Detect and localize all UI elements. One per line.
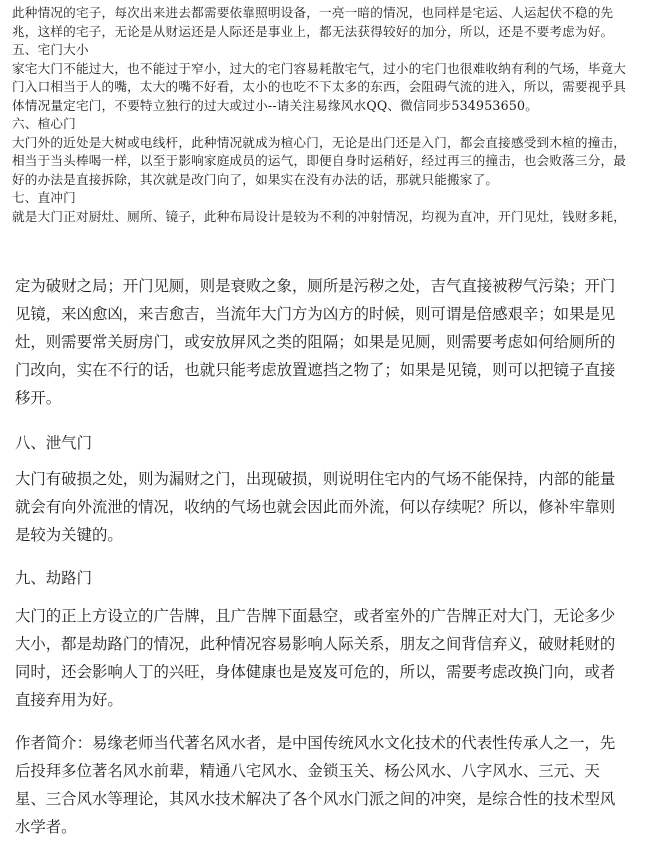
text-line: 星、三合风水等理论，其风水技术解决了各个风水门派之间的冲突，是综合性的技术型风 [15, 790, 616, 808]
text-line: 同时，还会影响人丁的兴旺，身体健康也是岌岌可危的，所以，需要考虑改换门向，或者 [15, 663, 616, 681]
scan-heading-direct-gate: 七、直冲门 [12, 190, 76, 205]
text-line: 定为破财之局；开门见厕，则是衰败之象，厕所是污秽之处，吉气直接被秽气污染；开门 [15, 277, 616, 295]
heading-robbery-gate: 九、劫路门 [15, 569, 92, 587]
scan-line: 大门外的近处是大树或电线杆，此种情况就成为楦心门，无论是出门还是入门，都会直接感受到木楦的撞击， [12, 134, 627, 150]
text-line: 是较为关键的。 [15, 526, 123, 544]
scan-heading-wedge-gate: 六、楦心门 [12, 116, 76, 131]
text-line: 移开。 [15, 389, 62, 407]
scan-line: 家宅大门不能过大，也不能过于窄小，过大的宅门容易耗散宅气，过小的宅门也很难收纳有利的气场，毕竟大 [12, 60, 627, 76]
paragraph-direct-gate-continued [15, 272, 645, 412]
paragraph-leaking-gate [15, 465, 615, 549]
text-line: 见镜，来凶愈凶，来吉愈吉，当流年大门方为凶方的时候，则可谓是倍感艰辛；如果是见 [15, 305, 616, 323]
text-line: 水学者。 [15, 818, 77, 836]
scan-heading-gate-size: 五、宅门大小 [12, 42, 89, 57]
text-line: 作者简介：易缘老师当代著名风水者，是中国传统风水文化技术的代表性传承人之一，先 [15, 734, 616, 752]
scan-line: 就是大门正对厨灶、厕所、镜子，此种布局设计是较为不利的冲射情况，均视为直冲，开门见灶，钱财多耗， [12, 208, 627, 224]
text-line: 直接弃用为好。 [15, 691, 123, 709]
text-line: 就会有向外流泄的情况，收纳的气场也就会因此而外流，何以存续呢？所以，修补牢靠则 [15, 498, 616, 516]
text-line: 灶，则需要常关厨房门，或安放屏风之类的阻隔；如果是见厕，则需要考虑如何给厕所的 [15, 333, 616, 351]
text-line: 后投拜多位著名风水前辈，精通八宅风水、金锁玉关、杨公风水、八字风水、三元、天 [15, 762, 600, 780]
heading-leaking-gate: 八、泄气门 [15, 434, 92, 452]
paragraph-robbery-gate [15, 602, 615, 714]
article-body [15, 272, 645, 836]
text-line: 门改向，实在不行的话，也就只能考虑放置遮挡之物了；如果是见镜，则可以把镜子直接 [15, 361, 616, 379]
text-line: 大门的正上方设立的广告牌，且广告牌下面悬空，或者室外的广告牌正对大门，无论多少 [15, 607, 616, 625]
text-line: 大小，都是劫路门的情况，此种情况容易影响人际关系，朋友之间背信弃义，破财耗财的 [15, 635, 616, 653]
scan-line: 门入口相当于人的嘴，太大的嘴不好看，太小的也吃不下太多的东西，会阻碍气流的进入，所以，需要视乎具 [12, 79, 627, 94]
scan-line: 兆，这样的宅子，无论是从财运还是人际还是事业上，都无法获得较好的加分，所以，还是不要考虑为好。 [12, 23, 614, 39]
scan-line: 相当于当头棒喝一样，以至于影响家庭成员的运气，即便自身时运稍好，经过再三的撞击，也会败落三分，最 [12, 153, 627, 168]
text-line: 大门有破损之处，则为漏财之门，出现破损，则说明住宅内的气场不能保持，内部的能量 [15, 470, 616, 488]
paragraph-author-bio [15, 729, 615, 841]
scan-line: 好的办法是直接拆除，其次就是改门向了，如果实在没有办法的话，那就只能搬家了。 [12, 171, 499, 187]
scan-line: 此种情况的宅子，每次出来进去都需要依靠照明设备，一亮一暗的情况，也同样是宅运、人运起伏不稳的先 [12, 5, 614, 20]
scanned-text-image [0, 0, 653, 255]
scan-line: 体情况量定宅门，不要特立独行的过大或过小--请关注易缘风水QQ、微信同步534953650。 [12, 97, 539, 113]
